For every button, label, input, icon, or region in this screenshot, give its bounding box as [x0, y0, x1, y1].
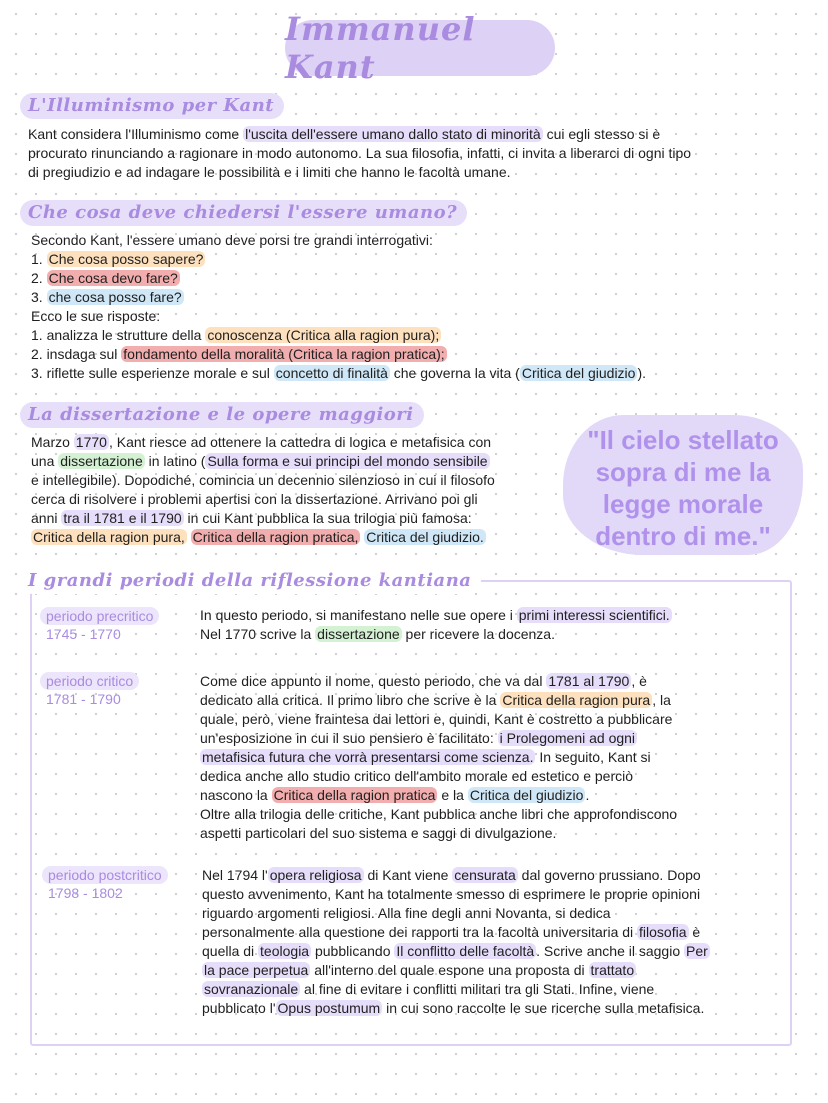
- kant-quote: "Il cielo stellato sopra di me la legge morale dentro di me.": [587, 425, 779, 551]
- question-item: 2. Che cosa devo fare?: [31, 270, 178, 286]
- page-title: [285, 10, 555, 86]
- answer-item: 2. insdaga sul fondamento della moralità (Critica la ragion pratica);: [31, 346, 445, 362]
- postcritico-text: Nel 1794 l' opera religiosa di Kant viene censurata dal governo prussiano. Dopo questo avvenimento, Kant ha totalmente smesso di esprimere le proprie opinioni riguardo argomenti religiosi. Alla fine degli anni Novanta, si dedica personalmente alla questione dei rapporti tra la facoltà universitaria di filosofia è quella di teologia pubblicando Il conflitto delle facoltà . Scrive anche il saggio Per la pace perpetua all'interno del quale espone una proposta di trattato sovranazionale al fine di evitare i conflitti militari tra gli Stati. Infine, viene pubblicato l' Opus postumum in cui sono raccolte le sue ricerche sulla metafisica.: [202, 867, 708, 1016]
- title-text: Immanuel Kant: [285, 10, 476, 86]
- precritico-text: In questo periodo, si manifestano nelle sue opere i primi interessi scientifici. Nel 1770 scrive la dissertazione per ricevere la docenza.: [200, 607, 670, 642]
- domande-text: Secondo Kant, l'essere umano deve porsi tre grandi interrogativi: 1. Che cosa posso sapere? 2. Che cosa devo fare? 3. che cosa posso fare? Ecco le sue risposte: 1. analizza le strutture della conoscenza (Critica alla ragion pura); 2. insdaga sul fondamento della moralità (Critica la ragion pratica); 3. riflette sulle esperienze morale e sul concetto di finalità che governa la vita ( Critica del giudizio ).: [31, 231, 811, 383]
- answer-item: 1. analizza le strutture della conoscenza (Critica alla ragion pura);: [31, 327, 440, 343]
- heading-illuminismo: L'Illuminismo per Kant: [20, 93, 284, 119]
- period-label-postcritico: periodo postcritico: [42, 866, 168, 884]
- critico-text: Come dice appunto il nome, questo periodo, che va dal 1781 al 1790 , è dedicato alla critica. Il primo libro che scrive è la Critica della ragion pura , la quale, però, viene fraintesa dai lettori e, quindi, Kant è costretto a pubblicare un'esposizione in cui il suo pensiero è facilitato: i Prolegomeni ad ogni metafisica futura che vorrà presentarsi come scienza. In seguito, Kant si dedica anche allo studio critico dell'ambito morale ed estetico e perciò nascono la Critica della ragion pratica e la Critica del giudizio . Oltre alla trilogia delle critiche, Kant pubblica anche libri che approfondiscono aspetti particolari del suo sistema e saggi di divulgazione.: [200, 673, 678, 841]
- period-label-precritico: periodo precritico: [40, 607, 159, 625]
- heading-dissertazione: La dissertazione e le opere maggiori: [20, 402, 424, 428]
- answer-item: 3. riflette sulle esperienze morale e sul concetto di finalità che governa la vita ( Critica del giudizio ).: [31, 365, 647, 381]
- question-item: 1. Che cosa posso sapere?: [31, 251, 204, 267]
- dissertazione-text: Marzo 1770 , Kant riesce ad ottenere la cattedra di logica e metafisica con una dissertazione in latino ( Sulla forma e sui principi del mondo sensibile e intellegibile). Dopodiché, comincia un decennio silenzioso in cui il filosofo cerca di risolvere i problemi apertisi con la dissertazione. Arrivano poi gli anni tra il 1781 e il 1790 in cui Kant pubblica la sua trilogia più famosa: Critica della ragion pura, Critica della ragion pratica, Critica del giudizio.: [31, 434, 495, 545]
- question-item: 3. che cosa posso fare?: [31, 289, 182, 305]
- heading-periodi: I grandi periodi della riflessione kantiana: [20, 568, 481, 594]
- heading-domande: Che cosa deve chiedersi l'essere umano?: [20, 200, 467, 226]
- illuminismo-text: Kant considera l'Illuminismo come l'uscita dell'essere umano dallo stato di minorità cui egli stesso si è procurato rinunciando a ragionare in modo autonomo. La sua filosofia, infatti, ci invita a liberarci di ogni tipo di pregiudizio e ad indagare le possibilità e i limiti che hanno le facoltà umane.: [28, 126, 692, 180]
- period-label-critico: periodo critico: [40, 672, 139, 690]
- period-years-precritico: 1745 - 1770: [46, 626, 121, 642]
- period-years-postcritico: 1798 - 1802: [48, 885, 123, 901]
- period-years-critico: 1781 - 1790: [46, 691, 121, 707]
